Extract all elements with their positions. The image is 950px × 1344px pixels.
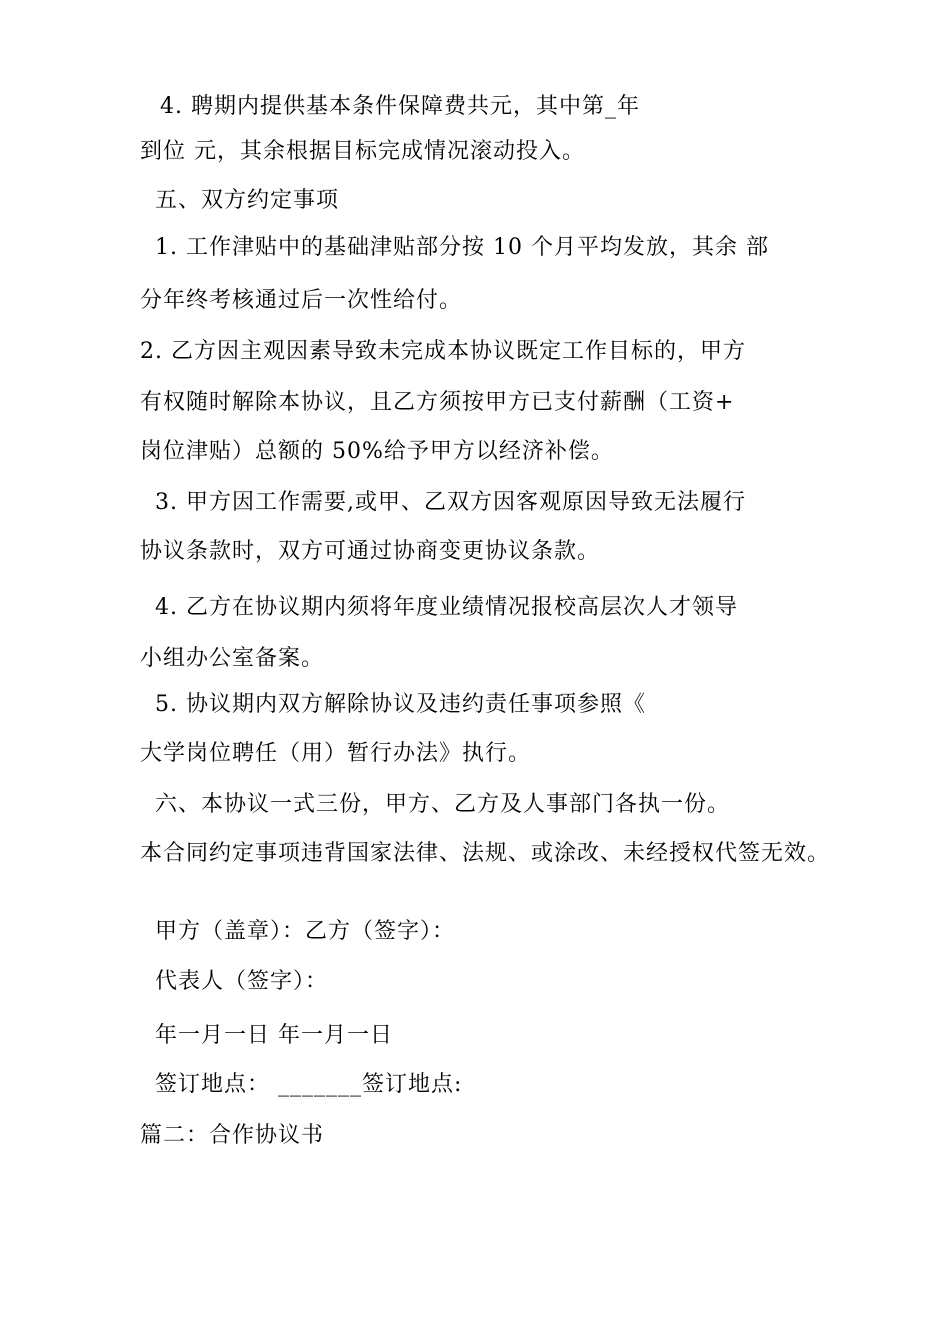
party-signature-line: 甲方（盖章）：乙方（签字）： xyxy=(155,919,456,944)
agreement-item-1-line-2: 分年终考核通过后一次性给付。 xyxy=(140,288,463,313)
validity-statement: 本合同约定事项违背国家法律、法规、或涂改、未经授权代签无效。 xyxy=(140,841,831,866)
section-6-paragraph: 六、本协议一式三份，甲方、乙方及人事部门各执一份。 xyxy=(155,792,731,817)
section-5-heading: 五、双方约定事项 xyxy=(155,188,340,213)
agreement-item-3-line-1: 3. 甲方因工作需要,或甲、乙双方因客观原因导致无法履行 xyxy=(155,490,746,515)
agreement-item-2-line-2: 有权随时解除本协议，且乙方须按甲方已支付薪酬（工资+ xyxy=(140,390,735,415)
representative-signature-line: 代表人（签字）： xyxy=(155,969,329,994)
chapter-2-heading: 篇二：合作协议书 xyxy=(140,1123,325,1148)
clause-4-line-2: 到位 元，其余根据目标完成情况滚动投入。 xyxy=(140,139,585,164)
agreement-item-1-line-1: 1. 工作津贴中的基础津贴部分按 10 个月平均发放，其余 部 xyxy=(155,235,769,260)
clause-4-line-1: 4. 聘期内提供基本条件保障费共元，其中第_年 xyxy=(160,94,640,119)
agreement-item-2-line-3: 岗位津贴）总额的 50%给予甲方以经济补偿。 xyxy=(140,439,614,464)
date-line: 年一月一日 年一月一日 xyxy=(155,1023,393,1048)
agreement-item-4-line-1: 4. 乙方在协议期内须将年度业绩情况报校高层次人才领导 xyxy=(155,595,738,620)
agreement-item-5-line-1: 5. 协议期内双方解除协议及违约责任事项参照《 xyxy=(155,692,646,717)
agreement-item-5-line-2: 大学岗位聘任（用）暂行办法》执行。 xyxy=(140,741,532,766)
agreement-item-4-line-2: 小组办公室备案。 xyxy=(140,646,325,671)
agreement-item-3-line-2: 协议条款时，双方可通过协商变更协议条款。 xyxy=(140,539,601,564)
signing-location-line: 签订地点： _______签订地点: xyxy=(155,1072,463,1097)
agreement-item-2-line-1: 2. 乙方因主观因素导致未完成本协议既定工作目标的，甲方 xyxy=(140,339,746,364)
